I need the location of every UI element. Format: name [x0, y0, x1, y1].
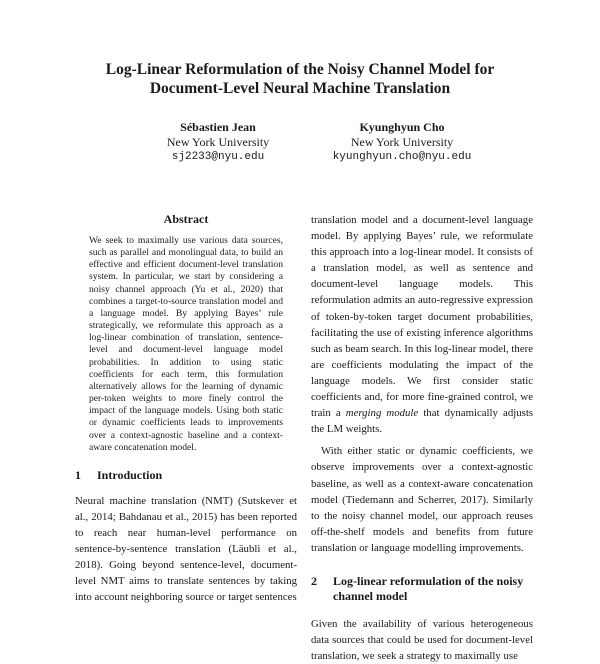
left-column: [75, 212, 297, 605]
section-title: Log-linear reformulation of the noisy channel model: [333, 573, 524, 603]
author-name: Kyunghyun Cho: [359, 120, 445, 134]
author-email: sj2233@nyu.edu: [171, 151, 265, 163]
author-affiliation: New York University: [166, 135, 270, 149]
section-2-heading: [311, 574, 533, 604]
intro-paragraph: Neural machine translation (NMT) (Sutskever et al., 2014; Bahdanau et al., 2015) has been reported to reach near human-level performance on sentence-by-sentence translation (Läubli et al., 2018). Going beyond sentence-level, document-level NMT aims to translate sentences by taking into account neighboring source or target sentences: [75, 494, 297, 604]
section-number: 2: [311, 573, 317, 588]
author-name: Sébastien Jean: [180, 120, 256, 134]
right-paragraph-1: [311, 212, 533, 437]
section-2-paragraph: Given the availability of various heterogeneous data sources that could be used for document-level translation, we seek a strategy to maximally use: [311, 617, 533, 663]
paragraph-text: translation model and a document-level language model. By applying Bayes’ rule, we reformulate this approach into a log-linear model. It consists of a translation model, as well as sentence and document-level language models. This reformulation admits an auto-regressive expression of token-by-token target document probabilities, facilitating the use of existing inference algorithms such as beam search. In this log-linear model, there are coefficients modulating the impact of the language models. We first consider static coefficients and, for more fine-grained control, we train a: [311, 214, 533, 420]
paragraph-text: that dynamically adjusts the LM weights.: [311, 407, 534, 436]
title-line-2: Document-Level Neural Machine Translation: [149, 80, 451, 97]
emphasized-term: merging module: [345, 407, 419, 420]
author-affiliation: New York University: [350, 135, 454, 149]
author-email: kyunghyun.cho@nyu.edu: [332, 151, 472, 163]
section-title: Introduction: [97, 467, 163, 482]
section-number: 1: [75, 467, 81, 482]
paper-title: [0, 60, 600, 98]
right-paragraph-2: With either static or dynamic coefficients, we observe improvements over a context-agnostic baseline, as well as a context-aware concatenation model (Tiedemann and Scherrer, 2017). Similarly to the noisy channel model, our approach reuses off-the-shelf models and benefits from future translation or language modelling improvements.: [311, 445, 533, 554]
section-1-heading: [75, 468, 297, 483]
right-column: [311, 212, 533, 664]
abstract-heading: Abstract: [163, 212, 209, 226]
title-line-1: Log-Linear Reformulation of the Noisy Channel Model for: [105, 61, 495, 78]
author-block-2: [292, 120, 512, 165]
abstract-text: We seek to maximally use various data sources, such as parallel and monolingual data, to build an effective and efficient document-level translation system. In particular, we start by considering a noisy channel approach (Yu et al., 2020) that combines a target-to-source translation model and a language model. By applying Bayes’ rule strategically, we reformulate this approach as a log-linear combination of translation, sentence-level and document-level language model probabilities. In addition to using static coefficients for each term, this formulation alternatively allows for the learning of dynamic per-token weights to more finely control the impact of the language models. Using both static or dynamic coefficients leads to improvements over a context-agnostic baseline and a context-aware concatenation model.: [89, 235, 283, 453]
